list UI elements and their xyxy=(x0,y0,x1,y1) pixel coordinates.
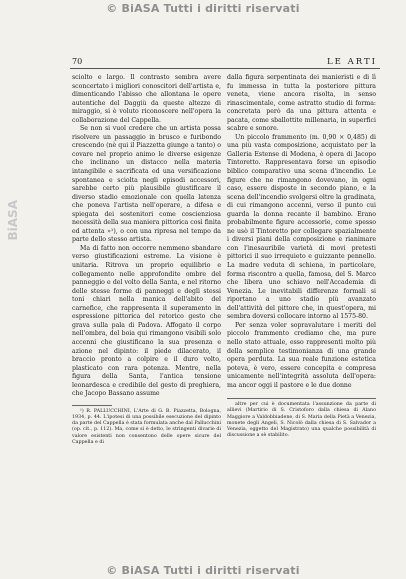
watermark-bottom: © BiASA Tutti i diritti riservati xyxy=(106,564,300,577)
footnote: ¹) R. PALLUCCHINI, L'Arte di G. B. Piazzetta, Bologna, 1934, p. 44. L'ipotesi di una possibile esecuzione del dipinto da parte del Cappella è stata formulata anche dal Pallucchini (op. cit., p. 112). Ma, come si è detto, le stringenti divarie di valore esistenti non consentono delle opere sicure del Cappella e di xyxy=(72,408,221,445)
left-column xyxy=(72,74,221,446)
page-header xyxy=(72,56,377,68)
paragraph: Se non si vuol credere che un artista possa risolvere un passaggio in brusco e furibondo crescendo (nè qui il Piazzetta giunge a tanto) o covare nel proprio animo le diverse esigenze che inclinano un distacco nella materia intangibile e sacrificata ed una versificazione spontanea e sciolta negli episodi accessori, sarebbe certo più plausibile giustificare il diverso stadio emozionale con quella latenza che poneva l'artista nell'operare, a difesa e spiegata dei sostenitori come coscienziosa necessità della sua maniera pittorica così finita ed attenta »¹), o con una ripresa nel tempo da parte dello stesso artista. xyxy=(72,125,221,244)
footnote-rule xyxy=(72,405,112,406)
watermark-top: © BiASA Tutti i diritti riservati xyxy=(106,2,300,15)
header-rule xyxy=(70,68,380,69)
page-number: 70 xyxy=(72,57,83,66)
paragraph: sciolto e largo. Il contrasto sembra avere sconcertato i migliori conoscitori dell'artista e, dimenticando l'abisso che allontana le opere autentiche del Daggiù da queste altezze di miraggio, si è voluto riconoscere nell'opera la collaborazione del Cappella. xyxy=(72,74,221,124)
paragraph: Un piccolo frammento (m. 0,90 × 0,485) di una più vasta composizione, acquistato per la Galleria Estense di Modena, è opera di Jacopo Tintoretto. Rappresentava forse un episodio biblico comparativo una scena d'incendio. Le figure che ne rimangono dovevano, in ogni caso, essere disposte in secondo piano, e la scena dell'incendio svolgersi oltre la gradinata, di cui rimangono accenni, verso il punto cui guarda la donna recante il bambino. Erano probabilmente figure accessorie, come spesso ne usò il Tintoretto per collegare spazialmente i diversi piani della composizione e rianimare con l'inesauribile varietà di movi pretesti pittorici il suo irrequieto e guizzante pennello. La madre veduta di schiena, in particolare, forma riscontro a quella, famosa, del S. Marco che libera uno schiavo nell'Accademia di Venezia. Le inevitabili differenze formali si riportano a uno stadio più avanzato dell'attività del pittore che, in quest'opera, mi sembra doversi collocare intorno al 1575-80. xyxy=(227,133,376,321)
running-title: LE ARTI xyxy=(327,57,377,67)
footnote: altre per cui è documentata l'assunzione da parte di allievi (Martirio di S. Cristoforo dalla chiesa di Alano Maggiore a Valdobbiadene, di S. Maria della Pietà a Venezia, monete degli Angeli, S. Nicolò dalla chiesa di S. Salvador a Venezia, oggetto del Magistrato) una qualche possibilità di discussione a sè stabilito. xyxy=(227,402,376,439)
watermark-side: BiASA xyxy=(6,200,20,241)
right-column xyxy=(227,74,376,439)
paragraph: Ma di fatto non occorre nemmeno sbandare verso giustificazioni estreme. La visione è unitaria. Ritrova un proprio equilibrio e collegamento nelle approfondite ombre del panneggio e del volto della Santa, e nel ritorno delle stesse forme di panneggi e degli stessi toni chiari nella manica dell'abito del carnefice, che rappresenta il superamento in espressione pittorica del retorico gesto che grava sulla pala di Padova. Affogato il corpo nell'ombra, del boia qui rimangono visibili solo accenni che giustificano la sua presenza e azione nel dipinto: il piede dilacerato, il braccio pronto a colpire e il duro volto, plasticato con rara potenza. Mentre, nella figura della Santa, l'antica tensione leonardesca e credibile del gesto di preghiera, che Jacopo Bassano assume xyxy=(72,244,221,398)
paragraph: Per senza voler sopravalutare i meriti del piccolo frammento crediamo che, ma pure nello stato attuale, esso rappresenti molto più della semplice testimonianza di una grande opera perduta. La sua reale funzione estetica poteva, è vero, essere concepita e compresa unicamente nell'integrità assoluta dell'opera: ma ancor oggi il pastore e le due donne xyxy=(227,321,376,389)
paragraph: dalla figura serpentinata dei manieristi e di lì fu immessa in tutta la posteriore pittura veneta, viene ancora risolta, in senso rinascimentale, come astratto studio di forma: concretata però da una pittura attenta e pacata, come sballottite millenaria, in superfici scabre e sonore. xyxy=(227,74,376,133)
footnote-continuation xyxy=(227,398,376,439)
